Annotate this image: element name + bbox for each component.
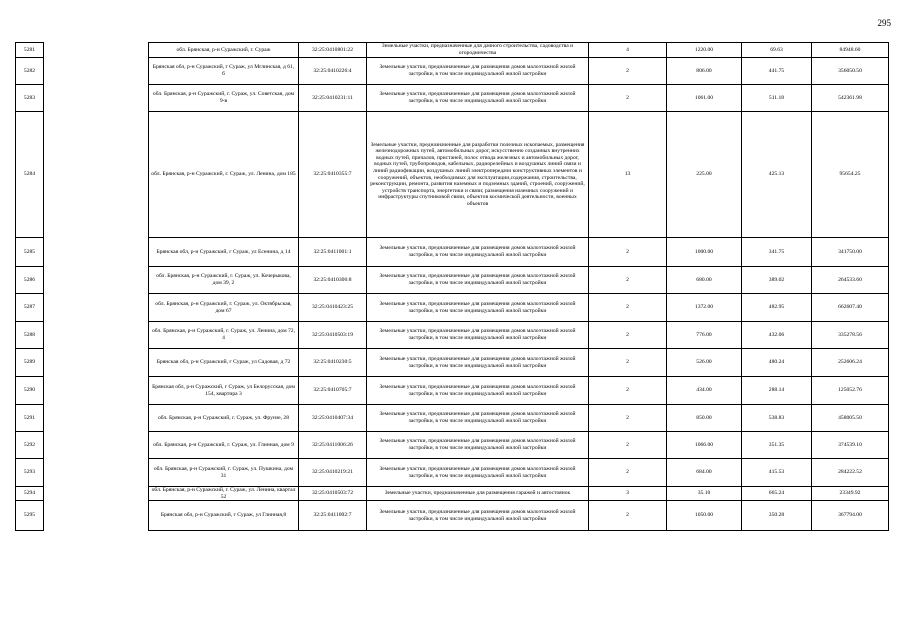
address-cell: обл. Брянская, р-н Суражский, г. Сураж [149, 43, 299, 58]
spacer-cell [44, 405, 149, 432]
spacer-cell [44, 432, 149, 459]
table-row [16, 294, 889, 322]
specific-value-cell: 511.18 [742, 85, 812, 112]
table-row [16, 112, 889, 238]
cadastral-number-cell: 32:25:0410423:25 [299, 294, 367, 322]
group-code-cell: 2 [589, 294, 667, 322]
spacer-cell [44, 112, 149, 238]
land-register-table [15, 42, 889, 531]
group-code-cell: 4 [589, 43, 667, 58]
area-cell: 1220.00 [667, 43, 742, 58]
row-number: 5287 [16, 294, 44, 322]
area-cell: 526.00 [667, 349, 742, 377]
cadastral-number-cell: 32:25:0410355:7 [299, 112, 367, 238]
spacer-cell [44, 349, 149, 377]
address-cell: обл. Брянская, р-н Суражский, г. Сураж, ул. Глинная, дом 9 [149, 432, 299, 459]
spacer-cell [44, 43, 149, 58]
cadastral-value-cell: 341750.00 [812, 238, 889, 267]
cadastral-number-cell: 32:25:0410306:8 [299, 267, 367, 294]
spacer-cell [44, 238, 149, 267]
table-row [16, 501, 889, 531]
table-body [16, 43, 889, 531]
cadastral-number-cell: 32:25:0411006:26 [299, 432, 367, 459]
spacer-cell [44, 85, 149, 112]
spacer-cell [44, 377, 149, 405]
area-cell: 680.00 [667, 267, 742, 294]
land-use-cell: Земельные участки, предназначенные для разработки полезных ископаемых, размещения железнодорожных путей, автомобильных дорог, искусственно созданных внутренних водных путей, причалов, пристаней, полос отвода железных и автомобильных дорог, водных путей, трубопроводов, кабельных, радиорелейных и воздушных линий связи и линий радиофикации, воздушных линий электропередачи конструктивных элементов и сооружений, объектов, необходимых для эксплуатации,содержания, строительства, реконструкции, ремонта, развития наземных и подземных зданий, строений, сооружений, устройств транспорта, энергетики и связи; размещения наземных сооружений и инфраструктуры спутниковой связи, объектов космической деятельности, военных объектов [367, 112, 589, 238]
specific-value-cell: 482.95 [742, 294, 812, 322]
cadastral-value-cell: 662607.40 [812, 294, 889, 322]
cadastral-number-cell: 32:25:0411002:7 [299, 501, 367, 531]
row-number: 5294 [16, 487, 44, 501]
row-number: 5289 [16, 349, 44, 377]
group-code-cell: 2 [589, 58, 667, 85]
cadastral-value-cell: 458005.50 [812, 405, 889, 432]
row-number: 5284 [16, 112, 44, 238]
area-cell: 684.00 [667, 459, 742, 487]
address-cell: обл. Брянская, р-н Суражский, г. Сураж, ул. Ленина, дом 72, 4 [149, 322, 299, 349]
cadastral-value-cell: 356050.50 [812, 58, 889, 85]
area-cell: 1061.00 [667, 85, 742, 112]
specific-value-cell: 480.24 [742, 349, 812, 377]
area-cell: 1372.00 [667, 294, 742, 322]
group-code-cell: 3 [589, 487, 667, 501]
row-number: 5290 [16, 377, 44, 405]
land-use-cell: Земельные участки, предназначенные для размещения домов малоэтажной жилой застройки, в том числе индивидуальной жилой застройки [367, 267, 589, 294]
address-cell: обл. Брянская, р-н Суражский, г. Сураж, ул. Ленина, квартал 52 [149, 487, 299, 501]
land-use-cell: Земельные участки, предназначенные для размещения домов малоэтажной жилой застройки, в том числе индивидуальной жилой застройки [367, 432, 589, 459]
table-row [16, 322, 889, 349]
address-cell: обл. Брянская, р-н Суражский, г. Сураж, ул. Ленина, дом 185 [149, 112, 299, 238]
area-cell: 776.00 [667, 322, 742, 349]
land-use-cell: Земельные участки, предназначенные для размещения гаражей и автостоянок [367, 487, 589, 501]
cadastral-value-cell: 367794.00 [812, 501, 889, 531]
area-cell: 225.00 [667, 112, 742, 238]
row-number: 5291 [16, 405, 44, 432]
table-row [16, 267, 889, 294]
land-use-cell: Земельные участки, предназначенные для размещения домов малоэтажной жилой застройки, в том числе индивидуальной жилой застройки [367, 85, 589, 112]
row-number: 5281 [16, 43, 44, 58]
table-row [16, 487, 889, 501]
spacer-cell [44, 58, 149, 85]
cadastral-value-cell: 252606.24 [812, 349, 889, 377]
table-row [16, 432, 889, 459]
table-row [16, 405, 889, 432]
spacer-cell [44, 487, 149, 501]
address-cell: обл. Брянская, р-н Суражский, г. Сураж, ул. Кочерыкова, дом 39, 2 [149, 267, 299, 294]
address-cell: Брянская обл, р-н Суражский, г Сураж, ул Мглинская, д 61, б [149, 58, 299, 85]
group-code-cell: 2 [589, 85, 667, 112]
specific-value-cell: 351.35 [742, 432, 812, 459]
area-cell: 850.00 [667, 405, 742, 432]
group-code-cell: 2 [589, 238, 667, 267]
area-cell: 434.00 [667, 377, 742, 405]
group-code-cell: 2 [589, 377, 667, 405]
table-row [16, 349, 889, 377]
spacer-cell [44, 459, 149, 487]
row-number: 5286 [16, 267, 44, 294]
cadastral-value-cell: 23349.92 [812, 487, 889, 501]
table-row [16, 238, 889, 267]
spacer-cell [44, 294, 149, 322]
land-use-cell: Земельные участки, предназначенные для размещения домов малоэтажной жилой застройки, в том числе индивидуальной жилой застройки [367, 322, 589, 349]
group-code-cell: 13 [589, 112, 667, 238]
specific-value-cell: 441.75 [742, 58, 812, 85]
specific-value-cell: 432.06 [742, 322, 812, 349]
row-number: 5285 [16, 238, 44, 267]
row-number: 5293 [16, 459, 44, 487]
cadastral-value-cell: 84948.60 [812, 43, 889, 58]
area-cell: 35.10 [667, 487, 742, 501]
address-cell: Брянская обл, р-н Суражский, г Сураж, ул Белорусская, дом 154, квартира 3 [149, 377, 299, 405]
table-row [16, 85, 889, 112]
specific-value-cell: 389.02 [742, 267, 812, 294]
spacer-cell [44, 322, 149, 349]
cadastral-number-cell: 32:25:0410407:34 [299, 405, 367, 432]
land-use-cell: Земельные участки, предназначенные для размещения домов малоэтажной жилой застройки, в том числе индивидуальной жилой застройки [367, 238, 589, 267]
address-cell: обл. Брянская, р-н Суражский, г. Сураж, ул. Советская, дом 9-в [149, 85, 299, 112]
land-use-cell: Земельные участки, предназначенные для размещения домов малоэтажной жилой застройки, в том числе индивидуальной жилой застройки [367, 405, 589, 432]
specific-value-cell: 69.63 [742, 43, 812, 58]
row-number: 5282 [16, 58, 44, 85]
specific-value-cell: 350.28 [742, 501, 812, 531]
cadastral-number-cell: 32:25:0410503:19 [299, 322, 367, 349]
group-code-cell: 2 [589, 432, 667, 459]
cadastral-number-cell: 32:25:0410230:5 [299, 349, 367, 377]
cadastral-number-cell: 32:25:0411001:1 [299, 238, 367, 267]
row-number: 5283 [16, 85, 44, 112]
cadastral-value-cell: 264533.60 [812, 267, 889, 294]
address-cell: Брянская обл, р-н Суражский, г Сураж, ул Глинная,8 [149, 501, 299, 531]
address-cell: обл. Брянская, р-н Суражский, г. Сураж, ул. Октябрьская, дом 67 [149, 294, 299, 322]
specific-value-cell: 415.53 [742, 459, 812, 487]
cadastral-number-cell: 32:25:0410705:7 [299, 377, 367, 405]
specific-value-cell: 425.13 [742, 112, 812, 238]
cadastral-value-cell: 95654.25 [812, 112, 889, 238]
cadastral-value-cell: 335278.56 [812, 322, 889, 349]
table-row [16, 58, 889, 85]
specific-value-cell: 665.24 [742, 487, 812, 501]
cadastral-value-cell: 374539.10 [812, 432, 889, 459]
land-use-cell: Земельные участки, предназначенные для размещения домов малоэтажной жилой застройки, в том числе индивидуальной жилой застройки [367, 349, 589, 377]
land-use-cell: Земельные участки, предназначенные для размещения домов малоэтажной жилой застройки, в том числе индивидуальной жилой застройки [367, 377, 589, 405]
table-row [16, 459, 889, 487]
row-number: 5288 [16, 322, 44, 349]
group-code-cell: 2 [589, 349, 667, 377]
group-code-cell: 2 [589, 501, 667, 531]
cadastral-number-cell: 32:25:0410226:4 [299, 58, 367, 85]
land-use-cell: Земельные участки, предназначенные для размещения домов малоэтажной жилой застройки, в том числе индивидуальной жилой застройки [367, 58, 589, 85]
group-code-cell: 2 [589, 459, 667, 487]
group-code-cell: 2 [589, 322, 667, 349]
row-number: 5295 [16, 501, 44, 531]
area-cell: 806.00 [667, 58, 742, 85]
spacer-cell [44, 501, 149, 531]
area-cell: 1000.00 [667, 238, 742, 267]
land-use-cell: Земельные участки, предназначенные для размещения домов малоэтажной жилой застройки, в том числе индивидуальной жилой застройки [367, 501, 589, 531]
land-use-cell: Земельные участки, предназначенные для размещения домов малоэтажной жилой застройки, в том числе индивидуальной жилой застройки [367, 459, 589, 487]
cadastral-value-cell: 284222.52 [812, 459, 889, 487]
page-number: 295 [877, 18, 891, 28]
cadastral-number-cell: 32:25:0410219:21 [299, 459, 367, 487]
area-cell: 1050.00 [667, 501, 742, 531]
table-row [16, 43, 889, 58]
land-use-cell: Земельные участки, предназначенные для размещения домов малоэтажной жилой застройки, в том числе индивидуальной жилой застройки [367, 294, 589, 322]
spacer-cell [44, 267, 149, 294]
address-cell: Брянская обл, р-н Суражский, г Сураж, ул Есенина, д 14 [149, 238, 299, 267]
specific-value-cell: 288.14 [742, 377, 812, 405]
group-code-cell: 2 [589, 267, 667, 294]
group-code-cell: 2 [589, 405, 667, 432]
specific-value-cell: 538.83 [742, 405, 812, 432]
cadastral-value-cell: 542361.98 [812, 85, 889, 112]
cadastral-value-cell: 125052.76 [812, 377, 889, 405]
land-use-cell: Земельные участки, предназначенные для дачного строительства, садоводства и огородничества [367, 43, 589, 58]
address-cell: обл. Брянская, р-н Суражский, г. Сураж, ул. Фрунзе, 28 [149, 405, 299, 432]
address-cell: обл. Брянская, р-н Суражский, г. Сураж, ул. Пушкина, дом 31 [149, 459, 299, 487]
table-row [16, 377, 889, 405]
specific-value-cell: 341.75 [742, 238, 812, 267]
cadastral-number-cell: 32:25:0410801:22 [299, 43, 367, 58]
cadastral-number-cell: 32:25:0410503:72 [299, 487, 367, 501]
row-number: 5292 [16, 432, 44, 459]
area-cell: 1066.00 [667, 432, 742, 459]
address-cell: Брянская обл, р-н Суражский, г Сураж, ул Садовая, д 72 [149, 349, 299, 377]
cadastral-number-cell: 32:25:0410231:11 [299, 85, 367, 112]
